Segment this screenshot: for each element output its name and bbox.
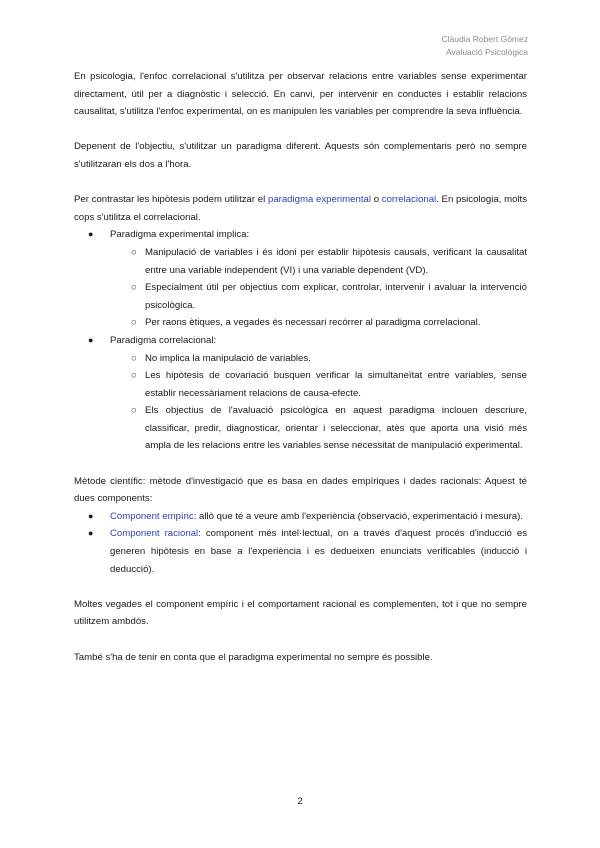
text-segment: . En psicologia, molts cops s'utilitza el correlacional. [74,194,527,223]
list-item-title: Paradigma experimental implica: [110,229,250,241]
list-item-experimental [74,226,527,332]
paradigm-list [74,226,527,455]
list-item [110,314,527,332]
bullet-icon: ● [88,528,94,539]
list-item [110,367,527,402]
circle-bullet-icon: ○ [131,352,137,364]
header-author: Clàudia Robert Gómez [441,34,528,44]
list-item-text: Per raons ètiques, a vegades és necessari recórrer al paradigma correlacional. [145,317,481,329]
circle-bullet-icon: ○ [131,282,137,294]
list-item-text: Manipulació de variables i és idoni per establir hipòtesis causals, verificant la causalitat entre una variable independent (VI) i una variable dependent (VD). [145,246,527,276]
label-empirical: Component empíric: [110,510,197,522]
paragraph-possibility: També s'ha de tenir en conta que el paradigma experimental no sempre és possible. [74,651,433,663]
paragraph-intro: En psicologia, l'enfoc correlacional s'utilitza per observar relacions entre variables sense experimentar directament, útil per a diagnòstic i selecció. En canvi, per intervenir en conductes i establir relacions causalitat, s'utilitza l'enfoc experimental, on es manipulen les variables per comprendre la seva influència. [74,71,527,118]
list-item-text: Especialment útil per objectius com explicar, controlar, intervenir i avaluar la intervenció psicològica. [145,282,527,311]
list-item-title: Paradigma correlacional: [110,334,217,346]
highlight-correlational: correlacional [381,194,437,206]
bullet-icon: ● [88,510,94,521]
list-item [110,402,527,455]
list-item-empirical [74,508,527,526]
list-item-rational [74,525,527,578]
page-header [442,33,528,59]
components-list [74,508,527,578]
list-item-text: Les hipòtesis de covariació busquen verificar la simultaneïtat entre variables, sense establir necessàriament relacions de causa-efecte. [145,370,527,399]
list-item-text: No implica la manipulació de variables. [145,352,311,364]
list-item [110,279,527,314]
label-rational: Component racional [110,528,199,540]
highlight-experimental: paradigma experimental [267,194,371,206]
paragraph-scientific-method: Mètode científic: mètode d'investigació que es basa en dades empíriques i dades racionals: Aquest té dues components: [74,475,527,505]
list-item [110,350,527,368]
list-item [110,244,527,279]
list-item-correlational [74,332,527,455]
bullet-icon: ● [88,334,94,345]
text-segment: Per contrastar les hipòtesis podem utilitzar el [74,194,268,206]
correlational-sublist [110,350,527,456]
bullet-icon: ● [88,229,94,240]
page-number: 2 [297,796,303,807]
document-body [74,68,527,666]
circle-bullet-icon: ○ [131,317,137,329]
header-subject: Avaluació Psicològica [445,47,528,57]
paragraph-hypotheses [74,191,527,226]
text-empirical: allò que té a veure amb l'experiència (observació, experimentació i mesura). [196,510,523,522]
text-segment: o [370,194,382,206]
list-item-text: Els objectius de l'avaluació psicològica en aquest paradigma inclouen descriure, classificar, predir, diagnosticar, orientar i seleccionar, atès que aporta una visió més ampla de les relacions entre les variables sense necessitat de manipulació experimental. [145,405,527,452]
circle-bullet-icon: ○ [131,370,137,382]
experimental-sublist [110,244,527,332]
paragraph-complement: Moltes vegades el component empíric i el comportament racional es complementen, tot i que no sempre utilitzem ambdós. [74,598,527,628]
circle-bullet-icon: ○ [131,246,137,258]
circle-bullet-icon: ○ [131,405,137,417]
text-rational: : component més intel·lectual, on a través d'aquest procés d'inducció es generen hipòtesis en base a l'experiència i es dedueixen enunciats verificables (inducció i deducció). [110,528,527,575]
paragraph-objective: Depenent de l'objectiu, s'utilitzar un paradigma diferent. Aquests són complementaris però no sempre s'utilitzaran els dos a l'hora. [74,141,527,170]
